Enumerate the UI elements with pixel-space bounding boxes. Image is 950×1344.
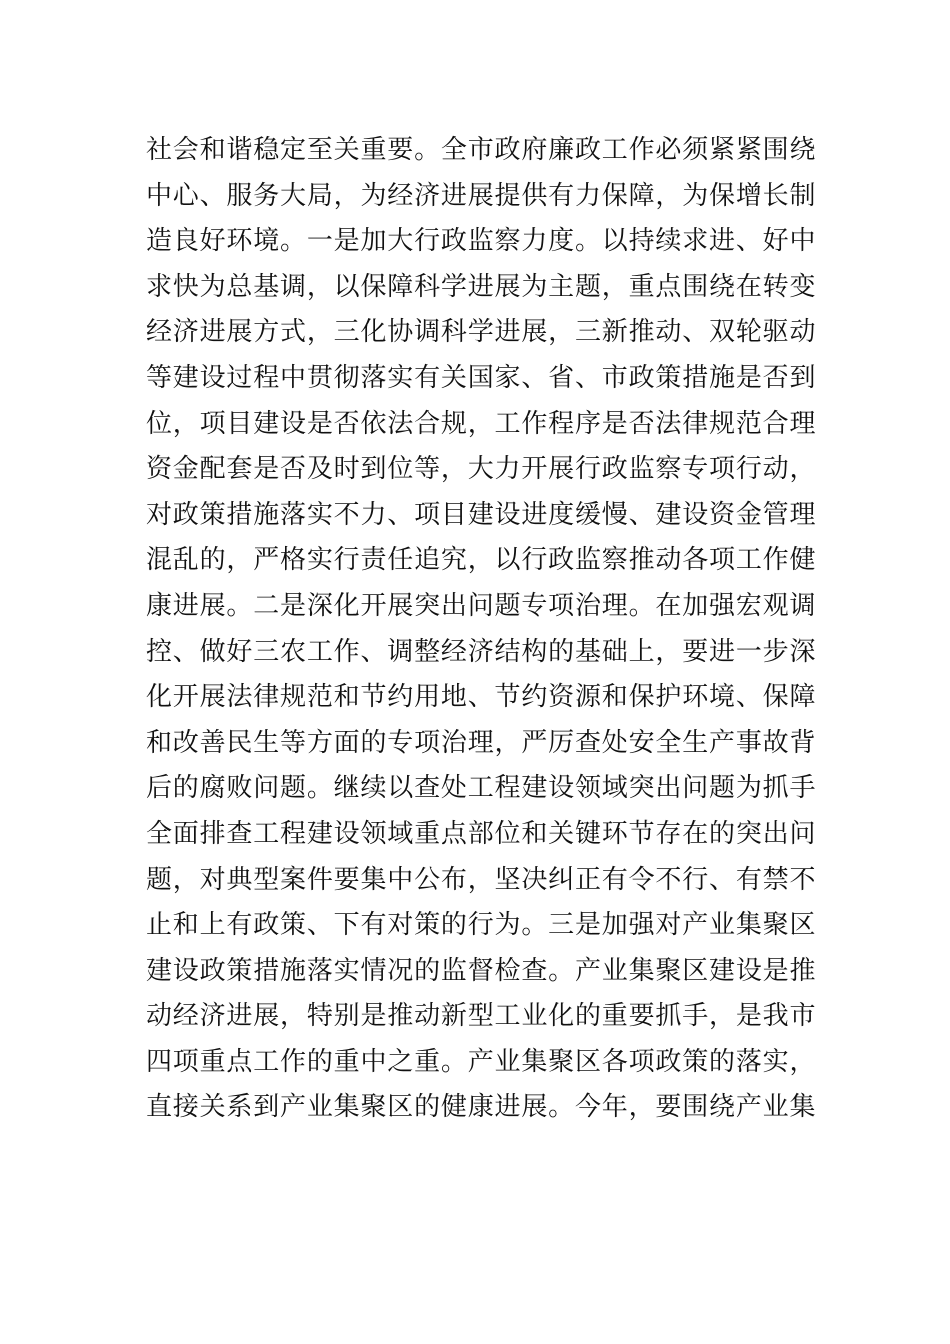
text-line: 和改善民生等方面的专项治理，严厉查处安全生产事故背 (146, 727, 816, 758)
text-line: 造良好环境。一是加大行政监察力度。以持续求进、好中 (146, 226, 816, 257)
text-line: 混乱的，严格实行责任追究，以行政监察推动各项工作健 (146, 545, 816, 576)
text-line: 动经济进展，特别是推动新型工业化的重要抓手，是我市 (146, 1001, 816, 1032)
text-line: 对政策措施落实不力、项目建设进度缓慢、建设资金管理 (146, 499, 816, 530)
text-line: 直接关系到产业集聚区的健康进展。今年，要围绕产业集 (146, 1092, 816, 1123)
text-line: 题，对典型案件要集中公布，坚决纠正有令不行、有禁不 (146, 864, 816, 895)
text-line: 经济进展方式，三化协调科学进展，三新推动、双轮驱动 (146, 317, 816, 348)
text-line: 化开展法律规范和节约用地、节约资源和保护环境、保障 (146, 682, 816, 713)
text-line: 止和上有政策、下有对策的行为。三是加强对产业集聚区 (146, 910, 816, 941)
text-line: 位，项目建设是否依法合规，工作程序是否法律规范合理 (146, 408, 816, 439)
body-paragraph (146, 128, 816, 1131)
text-line: 康进展。二是深化开展突出问题专项治理。在加强宏观调 (146, 590, 816, 621)
text-line: 求快为总基调，以保障科学进展为主题，重点围绕在转变 (146, 271, 816, 302)
text-line: 建设政策措施落实情况的监督检查。产业集聚区建设是推 (146, 955, 816, 986)
text-line: 等建设过程中贯彻落实有关国家、省、市政策措施是否到 (146, 362, 816, 393)
text-line: 全面排查工程建设领域重点部位和关键环节存在的突出问 (146, 818, 816, 849)
text-line: 社会和谐稳定至关重要。全市政府廉政工作必须紧紧围绕 (146, 135, 816, 165)
text-line: 中心、服务大局，为经济进展提供有力保障，为保增长制 (146, 180, 816, 211)
text-line: 四项重点工作的重中之重。产业集聚区各项政策的落实， (146, 1046, 816, 1077)
text-line: 控、做好三农工作、调整经济结构的基础上，要进一步深 (146, 636, 816, 667)
text-line: 资金配套是否及时到位等，大力开展行政监察专项行动， (146, 454, 816, 485)
text-line: 后的腐败问题。继续以查处工程建设领域突出问题为抓手 (146, 773, 816, 804)
